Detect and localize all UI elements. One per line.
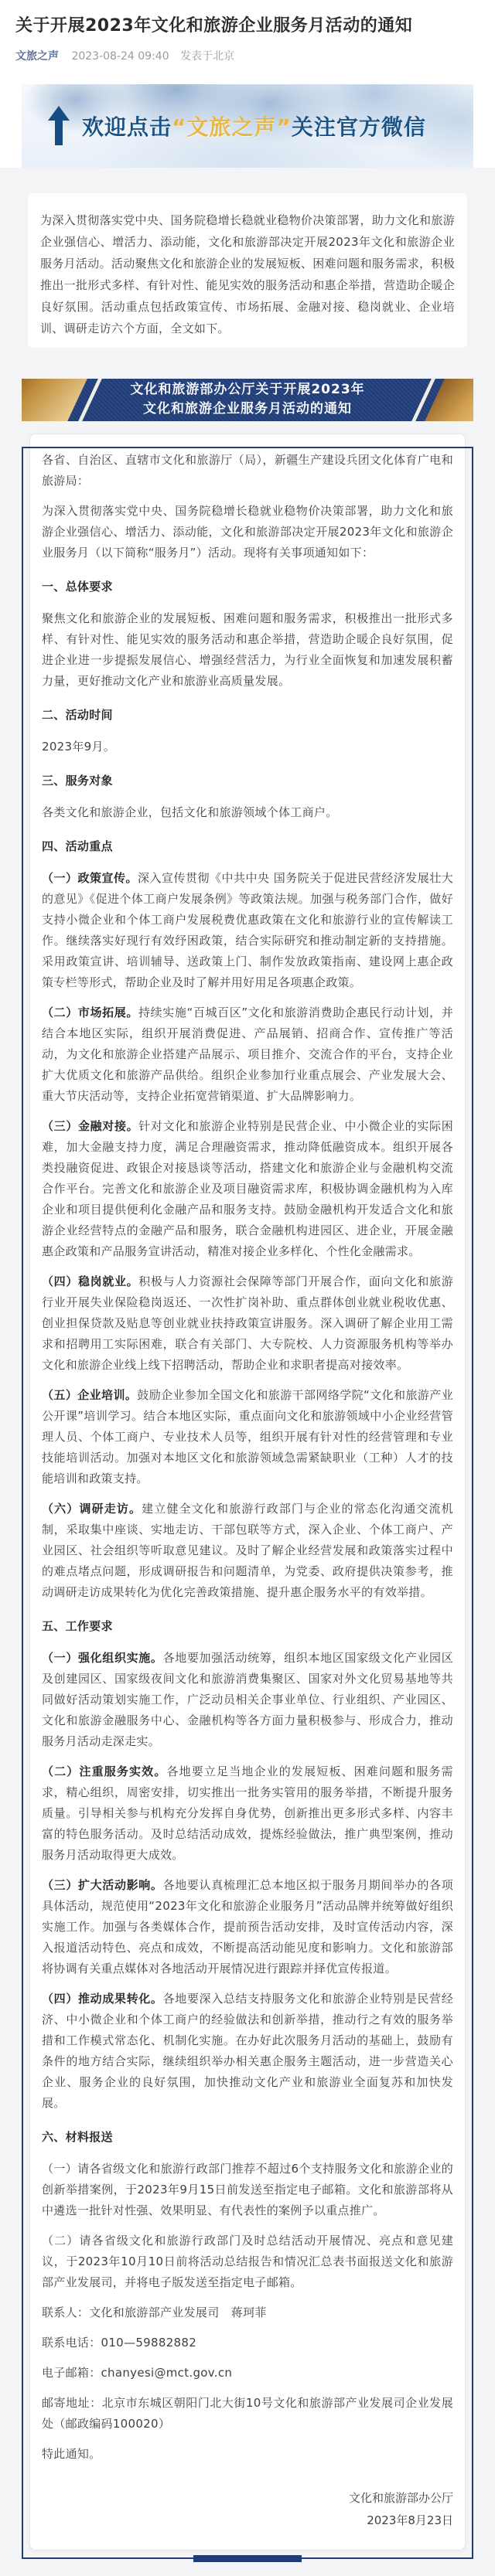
paragraph-text: 各地要立足当地企业的发展短板、困难问题和服务需求，精心组织，周密安排，切实推出一批务实管用的服务举措，不断提升服务质量。引导相关参与机构充分发挥自身优势，创新推出更多形式多样、内容丰富的特色服务活动。及时总结活动成效，提炼经验做法，推广典型案例，推动服务月活动取得更大成效。 <box>42 1764 453 1862</box>
account-name-link[interactable]: 文旅之声 <box>15 49 59 63</box>
doc-paragraph <box>42 2231 453 2293</box>
notice-title-line1: 文化和旅游部办公厅关于开展2023年 <box>130 382 365 398</box>
paragraph-text: （二）请各省级文化和旅游行政部门及时总结活动开展情况、亮点和意见建议，于2023年10月10日前将活动总结报告和情况汇总表书面报送文化和旅游部产业发展司，并将电子版发送至指定电子邮箱。 <box>42 2233 453 2289</box>
article-header <box>0 0 495 64</box>
doc-paragraph <box>42 501 453 563</box>
publish-location: 发表于北京 <box>180 49 235 63</box>
content-zone <box>0 168 495 2576</box>
paragraph-text: 各类文化和旅游企业，包括文化和旅游领域个体工商户。 <box>42 805 338 819</box>
signature-date: 2023年8月23日 <box>367 2513 453 2527</box>
paragraph-text: 持续实施“百城百区”文化和旅游消费助企惠民行动计划，并结合本地区实际，组织开展消费促进、产品展销、招商合作、宣传推广等活动，为文化和旅游企业搭建产品展示、项目推介、交流合作的平台，支持企业扩大优质文化和旅游产品供给。组织企业参加行业重点展会、产业发展大会、重大节庆活动等，支持企业拓宽营销渠道、扩大品牌影响力。 <box>42 1005 453 1103</box>
item-lead: （二）注重服务实效。 <box>42 1764 167 1778</box>
intro-summary-card <box>28 193 467 348</box>
publish-datetime: 2023-08-24 09:40 <box>71 49 169 63</box>
doc-paragraph <box>42 2159 453 2221</box>
section-heading: 六、材料报送 <box>42 2129 113 2144</box>
section-heading: 二、活动时间 <box>42 707 113 722</box>
item-lead: （一）政策宣传。 <box>42 870 138 885</box>
paragraph-text: 为深入贯彻落实党中央、国务院稳增长稳就业稳物价决策部署，助力文化和旅游企业强信心、增活力、添动能，文化和旅游部决定开展2023年文化和旅游企业服务月（以下简称“服务月”）活动。现将有关事项通知如下： <box>42 503 453 560</box>
follow-banner-text <box>82 111 426 141</box>
doc-item-paragraph <box>42 1761 453 1866</box>
notice-title-line2: 文化和旅游企业服务月活动的通知 <box>143 401 352 417</box>
section-heading: 一、总体要求 <box>42 579 113 594</box>
doc-item-paragraph <box>42 1499 453 1603</box>
item-lead: （五）企业培训。 <box>42 1387 138 1402</box>
doc-item-paragraph <box>42 1648 453 1752</box>
doc-paragraph <box>42 450 453 492</box>
doc-item-paragraph <box>42 1385 453 1489</box>
doc-paragraph <box>42 2393 453 2435</box>
paragraph-text: 鼓励企业参加全国文化和旅游干部网络学院“文化和旅游产业公开课”培训学习。结合本地区实际，重点面向文化和旅游领域中小企业经营管理人员、个体工商户、专业技术人员等，组织开展有针对性的经营管理和专业技能培训活动。加强对本地区文化和旅游领域急需紧缺职业（工种）人才的技能培训和政策支持。 <box>42 1387 453 1485</box>
follow-text-prefix: 欢迎点击 <box>82 114 172 140</box>
doc-paragraph <box>42 608 453 692</box>
paragraph-text: 2023年9月。 <box>42 739 116 754</box>
intro-paragraph: 为深入贯彻落实党中央、国务院稳增长稳就业稳物价决策部署，助力文化和旅游企业强信心、增活力、添动能，文化和旅游部决定开展2023年文化和旅游企业服务月活动。活动聚焦文化和旅游企业的发展短板、困难问题和服务需求，积极推出一批形式多样、有针对性、能见实效的服务活动和惠企举措，营造助企暖企良好氛围。活动重点包括政策宣传、市场拓展、金融对接、稳岗就业、企业培训、调研走访六个方面，全文如下。 <box>40 213 455 335</box>
doc-item-paragraph <box>42 1875 453 1979</box>
paragraph-text: 各地要认真梳理汇总本地区拟于服务月期间举办的各项具体活动，规范使用“2023年文化和旅游企业服务月”活动品牌并统筹做好组织实施工作。加强与各类媒体合作，提前预告活动安排，及时宣传活动内容，深入报道活动特色、亮点和成效，不断提高活动能见度和影响力。文化和旅游部将协调有关重点媒体对各地活动开展情况进行跟踪并择优宣传报道。 <box>42 1877 453 1975</box>
item-lead: （四）推动成果转化。 <box>42 1991 163 2006</box>
paragraph-text: （一）请各省级文化和旅游行政部门推荐不超过6个支持服务文化和旅游企业的创新举措案例，于2023年9月15日前发送至指定电子邮箱。文化和旅游部将从中遴选一批针对性强、效果明显、有代表性的案例予以重点推广。 <box>42 2161 453 2217</box>
paragraph-text: 电子邮箱：chanyesi@mct.gov.cn <box>42 2365 233 2380</box>
doc-paragraph <box>42 2363 453 2384</box>
doc-item-paragraph <box>42 1271 453 1376</box>
item-lead: （三）金融对接。 <box>42 1118 139 1133</box>
document-frame-wrap <box>22 434 473 2566</box>
paragraph-text: 各省、自治区、直辖市文化和旅游厅（局），新疆生产建设兵团文化体育广电和旅游局： <box>42 452 453 488</box>
paragraph-text: 联系人：文化和旅游部产业发展司 蒋珂菲 <box>42 2305 267 2319</box>
paragraph-text: 各地要深入总结支持服务文化和旅游企业特别是民营经济、中小微企业和个体工商户的经验做法和创新举措，推动行之有效的服务举措和工作模式常态化、机制化实施。在办好此次服务月活动的基础上，鼓励有条件的地方结合实际，继续组织举办相关惠企服务主题活动，进一步营造关心企业、服务企业的良好氛围，加快推动文化产业和旅游业全面复苏和加快发展。 <box>42 1991 453 2110</box>
paragraph-text: 聚焦文化和旅游企业的发展短板、困难问题和服务需求，积极推出一批形式多样、有针对性、能见实效的服务活动和惠企举措，营造助企暖企良好氛围，促进企业进一步提振发展信心、增强经营活力，为行业全面恢复和加速发展积蓄力量，更好推动文化产业和旅游业高质量发展。 <box>42 611 453 688</box>
page-title: 关于开展2023年文化和旅游企业服务月活动的通知 <box>15 16 413 36</box>
item-lead: （四）稳岗就业。 <box>42 1274 139 1288</box>
paragraph-text: 针对文化和旅游企业特别是民营企业、中小微企业的实际困难，加大金融支持力度，满足合理融资需求，推动降低融资成本。组织开展各类投融资促进、政银企对接恳谈等活动，搭建文化和旅游企业与金融机构交流合作平台。完善文化和旅游企业及项目融资需求库，积极协调金融机构为入库企业和项目提供便利化金融产品和服务支持。鼓励金融机构开发适合文化和旅游企业经营特点的金融产品和服务，联合金融机构进园区、进企业，开展金融惠企政策和产品服务宣讲活动，精准对接企业多样化、个性化金融需求。 <box>42 1118 453 1258</box>
doc-item-paragraph <box>42 1002 453 1107</box>
follow-text-highlight: “文旅之声” <box>172 114 292 140</box>
document-body <box>42 450 453 2465</box>
section-heading: 三、服务对象 <box>42 773 113 788</box>
doc-paragraph <box>42 2302 453 2323</box>
section-heading: 四、活动重点 <box>42 839 113 853</box>
follow-banner[interactable] <box>22 84 473 168</box>
doc-paragraph <box>42 737 453 757</box>
paragraph-text: 联系电话：010—59882882 <box>42 2335 197 2350</box>
paragraph-text: 特此通知。 <box>42 2446 101 2461</box>
paragraph-text: 深入宣传贯彻《中共中央 国务院关于促进民营经济发展壮大的意见》《促进个体工商户发展条例》等政策法规。加强与税务部门合作，做好支持小微企业和个体工商户发展税费优惠政策在文化和旅游行业的宣传解读工作。继续落实好现行有效纾困政策，结合实际研究和推动制定新的支持措施。采用政策宣讲、培训辅导、送政策上门、制作发放政策指南、建设网上惠企政策专栏等形式，帮助企业及时了解并用好用足各项惠企政策。 <box>42 870 453 989</box>
item-lead: （三）扩大活动影响。 <box>42 1877 163 1892</box>
follow-text-suffix: 关注官方微信 <box>291 114 426 140</box>
paragraph-text: 各地要加强活动统筹，组织本地区国家级文化产业园区及创建园区、国家级夜间文化和旅游消费集聚区、国家对外文化贸易基地等共同做好活动策划实施工作，广泛动员相关企事业单位、行业组织、产业园区、文化和旅游金融服务中心、金融机构等各方面力量积极参与、形成合力，推动服务月活动走深走实。 <box>42 1650 453 1748</box>
doc-paragraph <box>42 802 453 823</box>
paragraph-text: 邮寄地址：北京市东城区朝阳门北大街10号文化和旅游部产业发展司企业发展处（邮政编码100020） <box>42 2395 453 2431</box>
up-arrow-icon <box>48 106 70 146</box>
doc-item-paragraph <box>42 1989 453 2114</box>
paragraph-text: 积极与人力资源社会保障等部门开展合作，面向文化和旅游行业开展失业保险稳岗返还、一次性扩岗补助、重点群体创业就业税收优惠、创业担保贷款及贴息等创业就业扶持政策宣讲服务。深入调研了解企业用工需求和招聘用工实际困难，联合有关部门、大专院校、人力资源服务机构等举办文化和旅游企业线上线下招聘活动，帮助企业和求职者提高对接效率。 <box>42 1274 453 1372</box>
navy-bottom-bar-decoration <box>193 2555 302 2562</box>
byline <box>15 49 480 64</box>
signature-organization: 文化和旅游部办公厅 <box>348 2490 453 2505</box>
section-heading: 五、工作要求 <box>42 1618 113 1633</box>
doc-paragraph <box>42 2444 453 2465</box>
document-card <box>29 434 466 2550</box>
item-lead: （六）调研走访。 <box>42 1501 142 1516</box>
doc-item-paragraph <box>42 1116 453 1262</box>
notice-title-banner <box>22 379 473 421</box>
paragraph-text: 建立健全文化和旅游行政部门与企业的常态化沟通交流机制，采取集中座谈、实地走访、干部包联等方式，深入企业、个体工商户、产业园区、社会组织等听取意见建议。及时了解企业经营发展和政策落实过程中的难点堵点问题，形成调研报告和问题清单，为党委、政府提供决策参考，推动调研走访成果转化为优化完善政策措施、提升惠企服务水平的有效举措。 <box>42 1501 453 1599</box>
item-lead: （二）市场拓展。 <box>42 1005 138 1019</box>
item-lead: （一）强化组织实施。 <box>42 1650 163 1665</box>
doc-paragraph <box>42 2333 453 2353</box>
doc-item-paragraph <box>42 868 453 993</box>
